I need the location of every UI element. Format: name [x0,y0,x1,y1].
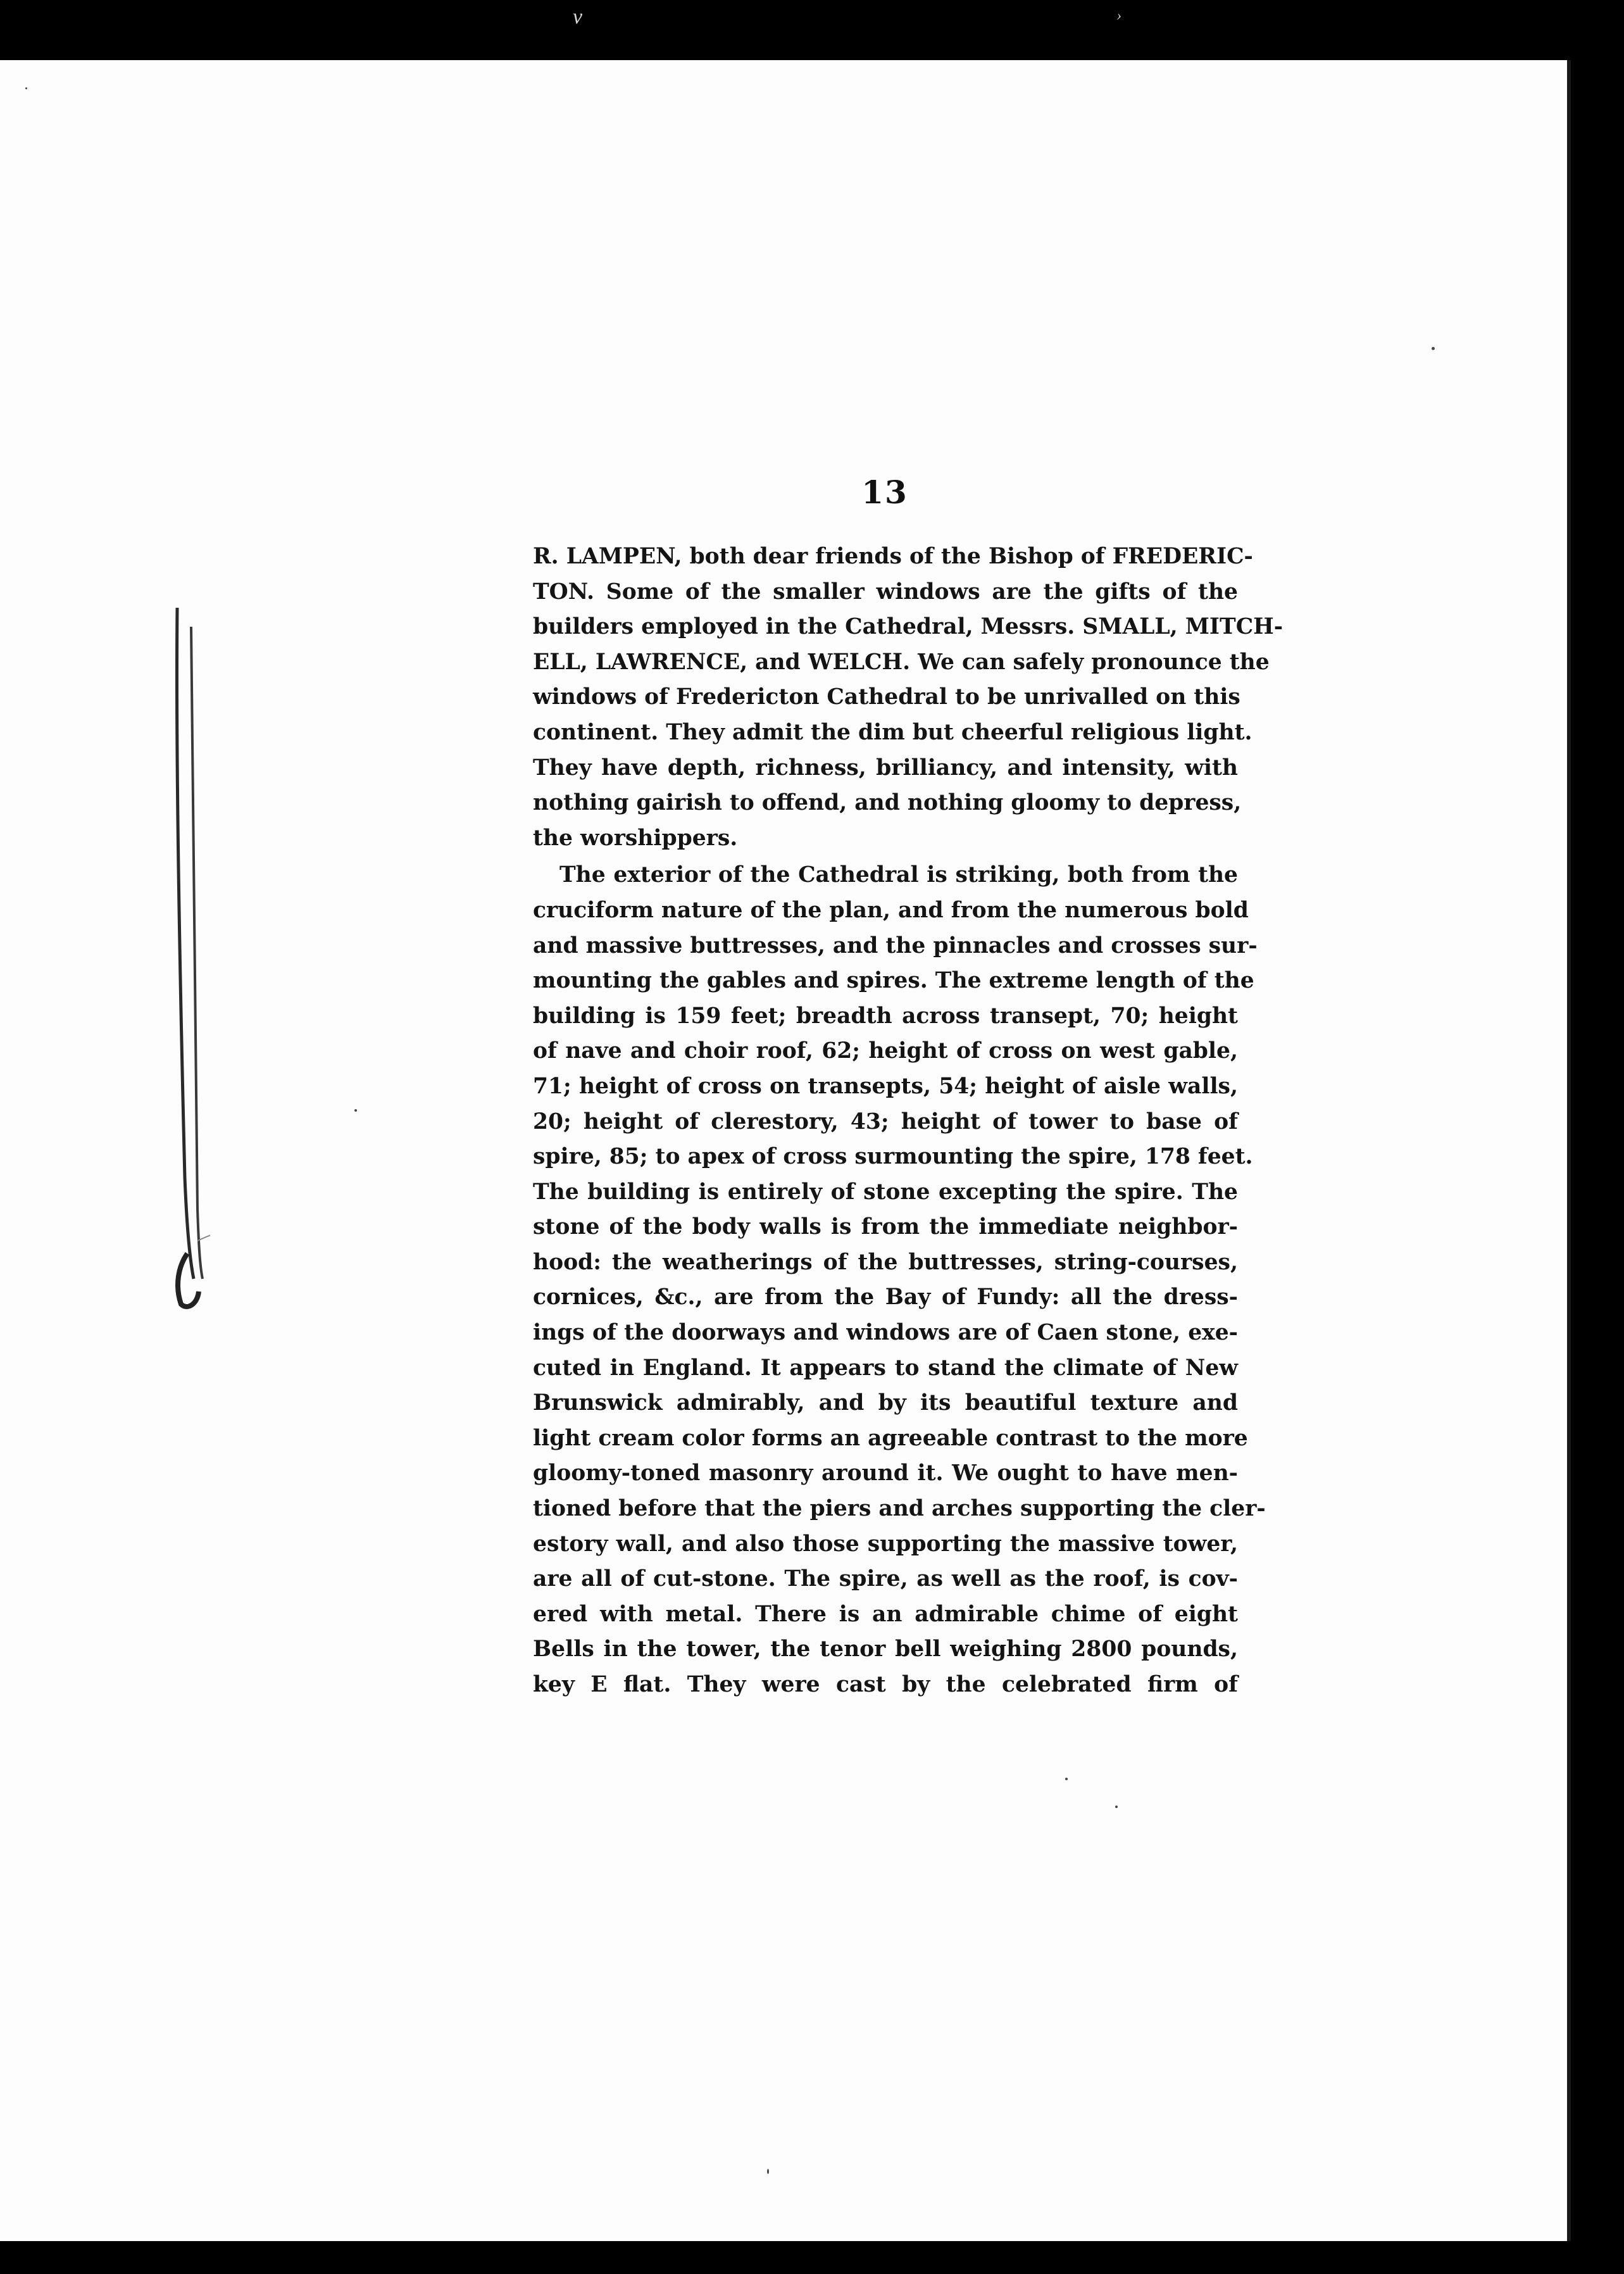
text-line: The building is entirely of stone excepting the spire. The [533,1179,1238,1205]
text-line: stone of the body walls is from the immediate neighbor- [533,1214,1238,1240]
page-speck [1115,1806,1118,1808]
paragraph-1 [533,539,1284,856]
page-edge [1567,60,1571,2241]
body-text [533,539,1284,1703]
text-line: 71; height of cross on transepts, 54; height of aisle walls, [533,1073,1238,1099]
text-line: continent. They admit the dim but cheerful religious light. [533,719,1252,745]
text-line: ered with metal. There is an admirable chime of eight [533,1601,1238,1627]
text-line: estory wall, and also those supporting the massive tower, [533,1531,1238,1557]
text-line: builders employed in the Cathedral, Messrs. SMALL, MITCH- [533,614,1284,640]
binding-thread-image [172,608,210,1310]
text-line: They have depth, richness, brilliancy, and intensity, with [533,755,1238,781]
text-line: building is 159 feet; breadth across transept, 70; height [533,1003,1238,1029]
text-line: the worshippers. [533,825,738,851]
text-line: and massive buttresses, and the pinnacles and crosses sur- [533,933,1258,958]
text-line: windows of Fredericton Cathedral to be unrivalled on this [533,684,1240,710]
text-line: cuted in England. It appears to stand the climate of New [533,1355,1238,1381]
text-line: spire, 85; to apex of cross surmounting the spire, 178 feet. [533,1144,1253,1170]
text-line: light cream color forms an agreeable contrast to the more [533,1425,1248,1451]
top-margin-mark-right: › [1116,8,1121,24]
page-speck [1065,1778,1068,1780]
text-line: of nave and choir roof, 62; height of cross on west gable, [533,1038,1238,1064]
text-line: key E flat. They were cast by the celebrated firm of [533,1672,1238,1697]
text-line: Bells in the tower, the tenor bell weighing 2800 pounds, [533,1636,1238,1662]
text-line: nothing gairish to offend, and nothing gloomy to depress, [533,790,1242,816]
text-line: cruciform nature of the plan, and from the numerous bold [533,897,1249,923]
text-line: R. LAMPEN, both dear friends of the Bishop of FREDERIC- [533,544,1253,569]
text-line: Brunswick admirably, and by its beautiful texture and [533,1390,1238,1416]
text-line: ELL, LAWRENCE, and WELCH. We can safely pronounce the [533,649,1270,675]
page-speck [25,87,27,89]
text-line: hood: the weatherings of the buttresses, string-courses, [533,1249,1238,1275]
text-line: TON. Some of the smaller windows are the gifts of the [533,579,1238,605]
paragraph-2 [533,858,1266,1702]
text-line: The exterior of the Cathedral is striking, both from the [559,862,1238,888]
page-speck [1432,347,1435,350]
text-line: are all of cut-stone. The spire, as well as the roof, is cov- [533,1566,1238,1592]
text-line: cornices, &c., are from the Bay of Fundy: all the dress- [533,1285,1238,1310]
top-margin-mark-left: v [573,5,583,28]
text-line: tioned before that the piers and arches supporting the cler- [533,1496,1266,1522]
text-line: 20; height of clerestory, 43; height of tower to base of [533,1109,1238,1134]
page-number: 13 [861,474,908,511]
text-line: ings of the doorways and windows are of Caen stone, exe- [533,1320,1238,1346]
page-speck [354,1109,357,1112]
page-speck [767,2169,769,2174]
text-line: mounting the gables and spires. The extreme length of the [533,968,1254,994]
text-line: gloomy-toned masonry around it. We ought to have men- [533,1461,1238,1486]
